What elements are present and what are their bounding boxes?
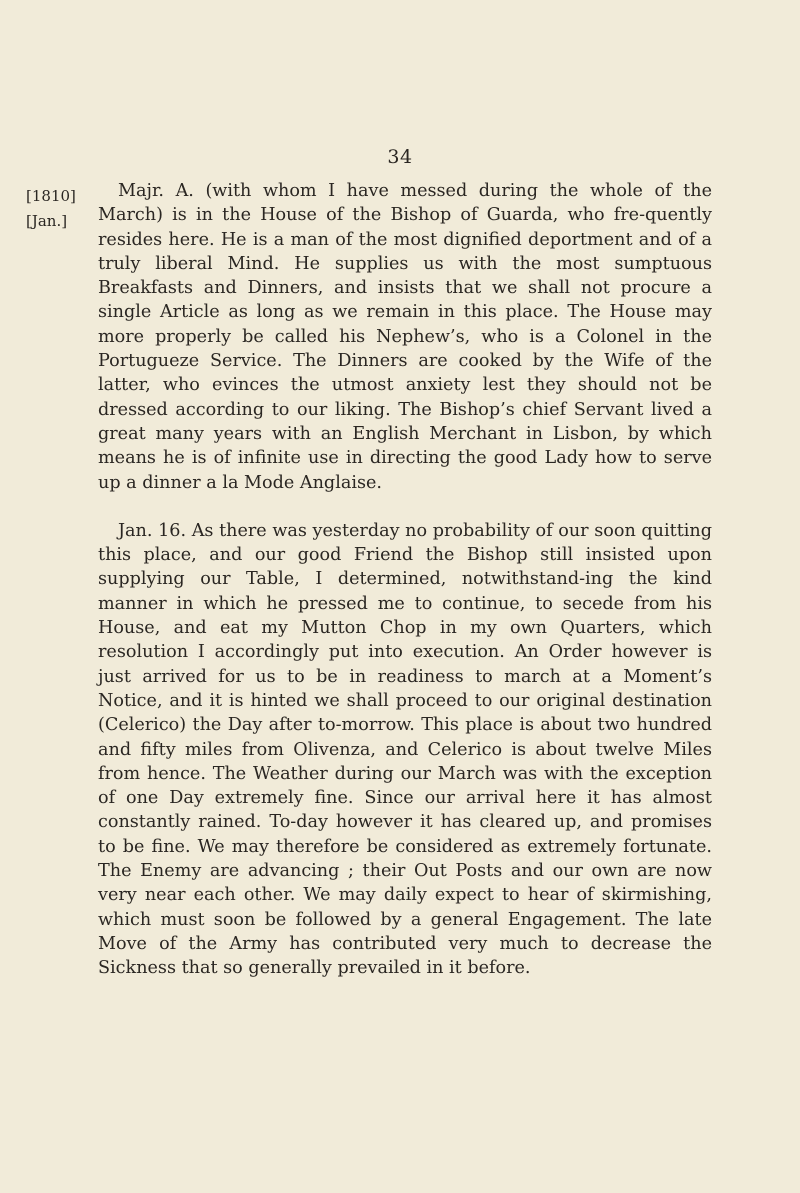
paragraph: [98, 519, 712, 981]
margin-note-month: [Jan.]: [26, 212, 68, 230]
body-text: [98, 179, 712, 981]
page-number: 34: [387, 146, 413, 168]
paragraph: [98, 179, 712, 495]
margin-note: [26, 184, 76, 234]
margin-note-year: [1810]: [26, 187, 76, 205]
paragraph-text: Majr. A. (with whom I have messed during the whole of the March) is in the House of the Bishop of Guarda, who fre-quently resides here. He is a man of the most dignified deportment and of a truly liberal Mind. He supplies us with the most sumptuous Breakfasts and Dinners, and insists that we shall not procure a single Article as long as we remain in this place. The House may more properly be called his Nephew’s, who is a Colonel in the Portugueze Service. The Dinners are cooked by the Wife of the latter, who evinces the utmost anxiety lest they should not be dressed according to our liking. The Bishop’s chief Servant lived a great many years with an English Merchant in Lisbon, by which means he is of infinite use in directing the good Lady how to serve up a dinner a la Mode Anglaise.: [98, 181, 712, 493]
paragraph-text: Jan. 16. As there was yesterday no probability of our soon quitting this place, and our good Friend the Bishop still insisted upon supplying our Table, I determined, notwithstand-ing the kind manner in which he pressed me to continue, to secede from his House, and eat my Mutton Chop in my own Quarters, which resolution I accordingly put into execution. An Order however is just arrived for us to be in readiness to march at a Moment’s Notice, and it is hinted we shall proceed to our original destination (Celerico) the Day after to-morrow. This place is about two hundred and fifty miles from Olivenza, and Celerico is about twelve Miles from hence. The Weather during our March was with the exception of one Day extremely fine. Since our arrival here it has almost constantly rained. To-day however it has cleared up, and promises to be fine. We may therefore be considered as extremely fortunate. The Enemy are advancing ; their Out Posts and our own are now very near each other. We may daily expect to hear of skirmishing, which must soon be followed by a general Engagement. The late Move of the Army has contributed very much to decrease the Sickness that so generally prevailed in it before.: [98, 520, 712, 979]
